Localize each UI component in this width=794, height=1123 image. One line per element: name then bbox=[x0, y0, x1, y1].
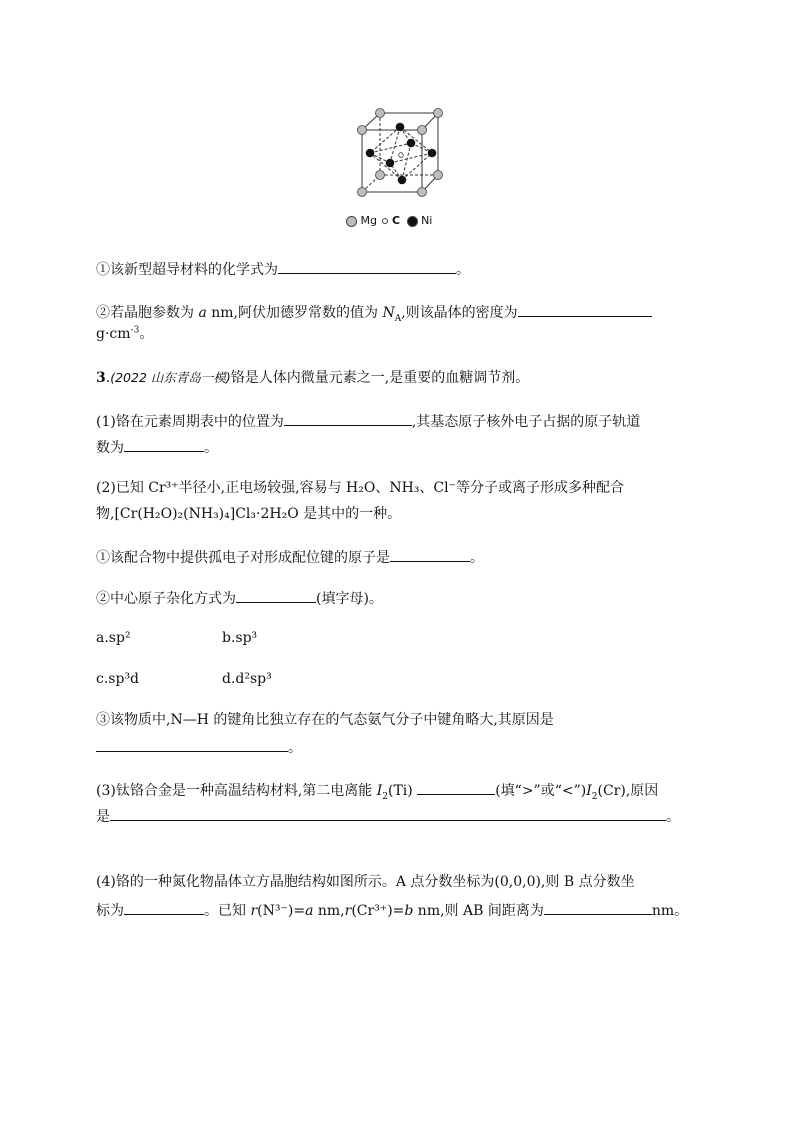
q3-sub1-suffix: 。 bbox=[204, 440, 218, 456]
q3-sub1-text: (1)铬在元素周期表中的位置为 bbox=[96, 414, 284, 430]
q3-sub4-line2 bbox=[96, 899, 688, 921]
q3-sub4-unit1: nm, bbox=[313, 903, 345, 919]
ni-legend-marker bbox=[407, 216, 418, 227]
mg-legend-label: Mg bbox=[360, 214, 377, 227]
q3-sub3-text: (3)钛铬合金是一种高温结构材料,第二电离能 bbox=[96, 783, 377, 799]
radius-symbol-n: r bbox=[250, 903, 258, 919]
lattice-param-a: a bbox=[198, 305, 207, 321]
q3-intro: 铬是人体内微量元素之一,是重要的血糖调节剂。 bbox=[230, 370, 530, 386]
q3-sub4-known: 。已知 bbox=[204, 903, 251, 919]
q3-sub2-part3-suffix: 。 bbox=[288, 740, 302, 756]
ionization-sub-ti: 2 bbox=[382, 791, 388, 802]
q3-heading: 3.(2022 山东青岛一模)铬是人体内微量元素之一,是重要的血糖调节剂。 bbox=[96, 370, 530, 386]
option-a bbox=[96, 628, 131, 648]
q3-sub4-coord-blank[interactable] bbox=[124, 899, 204, 915]
q3-sub3-line2 bbox=[96, 805, 680, 827]
q3-sub2-part1-text: ①该配合物中提供孤电子对形成配位键的原子是 bbox=[96, 550, 390, 566]
q3-sub2-part1-suffix: 。 bbox=[470, 550, 484, 566]
q3-sub2-part3-line2 bbox=[96, 736, 302, 758]
density-unit-suffix: 。 bbox=[139, 326, 154, 342]
q2-part1-text: ①该新型超导材料的化学式为 bbox=[96, 262, 278, 278]
ionization-symbol-cr: I bbox=[586, 783, 592, 799]
q3-sub4-distance-blank[interactable] bbox=[544, 899, 652, 915]
q2-part1 bbox=[96, 258, 470, 280]
radius-arg-cr: (Cr³⁺)= bbox=[351, 903, 405, 919]
q3-sub2-part2-text: ②中心原子杂化方式为 bbox=[96, 591, 236, 607]
option-b bbox=[222, 628, 257, 648]
q3-sub1 bbox=[96, 410, 640, 432]
q3-sub2-line2 bbox=[96, 504, 401, 524]
q2-part2-text: ②若晶胞参数为 bbox=[96, 305, 199, 321]
crystal-cell-figure bbox=[340, 105, 450, 205]
q3-sub3-reason-blank[interactable] bbox=[110, 805, 666, 821]
q2-part1-suffix: 。 bbox=[456, 262, 470, 278]
q2-part2-unit-line bbox=[96, 324, 153, 344]
q3-sub1-line2 bbox=[96, 436, 218, 458]
q3-sub3 bbox=[96, 779, 658, 801]
q3-sub2-part3-text: ③该物质中,N—H 的键角比独立存在的气态氨气分子中键角略大,其原因是 bbox=[96, 712, 554, 728]
q3-sub2-part3 bbox=[96, 710, 554, 730]
q3-sub1-position-blank[interactable] bbox=[284, 410, 412, 426]
q3-sub2-line2-text: 物,[Cr(H₂O)₂(NH₃)₄]Cl₃·2H₂O 是其中的一种。 bbox=[96, 506, 402, 522]
option-b-text: b.sp³ bbox=[222, 630, 258, 646]
figure-legend bbox=[346, 214, 432, 227]
q3-number: 3 bbox=[96, 370, 106, 386]
option-a-text: a.sp² bbox=[96, 630, 131, 646]
q2-part2-text-end: ,则该晶体的密度为 bbox=[401, 305, 518, 321]
q3-sub3-hint: (填“>”或“<”) bbox=[495, 783, 587, 799]
c-legend-label: C bbox=[391, 214, 401, 227]
q3-sub4 bbox=[96, 872, 635, 892]
q3-sub3-suffix: 。 bbox=[666, 809, 680, 825]
q3-sub1-line2-text: 数为 bbox=[96, 440, 124, 456]
q3-sub3-compare-blank[interactable] bbox=[417, 779, 495, 795]
c-legend-marker bbox=[382, 218, 388, 224]
q3-sub2-part2 bbox=[96, 587, 383, 609]
q3-sub2 bbox=[96, 478, 624, 498]
q3-sub2-text: (2)已知 Cr³⁺半径小,正电场较强,容易与 H₂O、NH₃、Cl⁻等分子或离子形成多种配合 bbox=[96, 480, 624, 496]
q3-sub3-line2-text: 是 bbox=[96, 809, 110, 825]
option-c bbox=[96, 669, 139, 689]
ionization-arg-cr: (Cr),原因 bbox=[597, 783, 659, 799]
q3-sub2-part2-suffix: (填字母)。 bbox=[316, 591, 383, 607]
ionization-symbol-ti: I bbox=[376, 783, 383, 799]
q2-part1-answer-blank[interactable] bbox=[278, 258, 456, 274]
option-d bbox=[222, 669, 272, 689]
avogadro-sub: A bbox=[394, 313, 402, 324]
radius-symbol-cr: r bbox=[344, 903, 352, 919]
q3-sub1-orbitals-blank[interactable] bbox=[124, 436, 204, 452]
q3-sub4-line2-text: 标为 bbox=[96, 903, 124, 919]
ionization-sub-cr: 2 bbox=[591, 791, 598, 802]
radius-arg-n: (N³⁻)= bbox=[257, 903, 306, 919]
q2-part2 bbox=[96, 301, 652, 323]
radius-value-b: b bbox=[404, 903, 414, 919]
radius-value-a: a bbox=[305, 903, 314, 919]
q3-sub2-part1-blank[interactable] bbox=[390, 546, 470, 562]
q3-source: (2022 山东青岛一模) bbox=[110, 370, 231, 385]
q3-sub2-part3-blank[interactable] bbox=[96, 736, 288, 752]
q3-sub4-suffix: nm。 bbox=[651, 903, 689, 919]
q3-sub4-ask: nm,则 AB 间距离为 bbox=[413, 903, 544, 919]
q3-sub2-part2-blank[interactable] bbox=[236, 587, 316, 603]
avogadro-symbol: N bbox=[382, 305, 395, 321]
ni-legend-label: Ni bbox=[421, 214, 433, 227]
ionization-arg-ti: (Ti) bbox=[388, 783, 418, 799]
option-d-text: d.d²sp³ bbox=[222, 671, 272, 687]
q3-sub2-part1 bbox=[96, 546, 484, 568]
q3-sub1-text-cont: ,其基态原子核外电子占据的原子轨道 bbox=[411, 414, 641, 430]
q2-part2-text-mid: nm,阿伏加德罗常数的值为 bbox=[206, 305, 383, 321]
density-unit: g·cm bbox=[96, 326, 131, 342]
option-c-text: c.sp³d bbox=[96, 671, 140, 687]
mg-legend-marker bbox=[346, 216, 357, 227]
q2-part2-answer-blank[interactable] bbox=[518, 301, 652, 317]
q3-sub4-text: (4)铬的一种氮化物晶体立方晶胞结构如图所示。A 点分数坐标为(0,0,0),则 B 点分数坐 bbox=[96, 874, 635, 890]
density-unit-exp: -3 bbox=[130, 325, 140, 336]
